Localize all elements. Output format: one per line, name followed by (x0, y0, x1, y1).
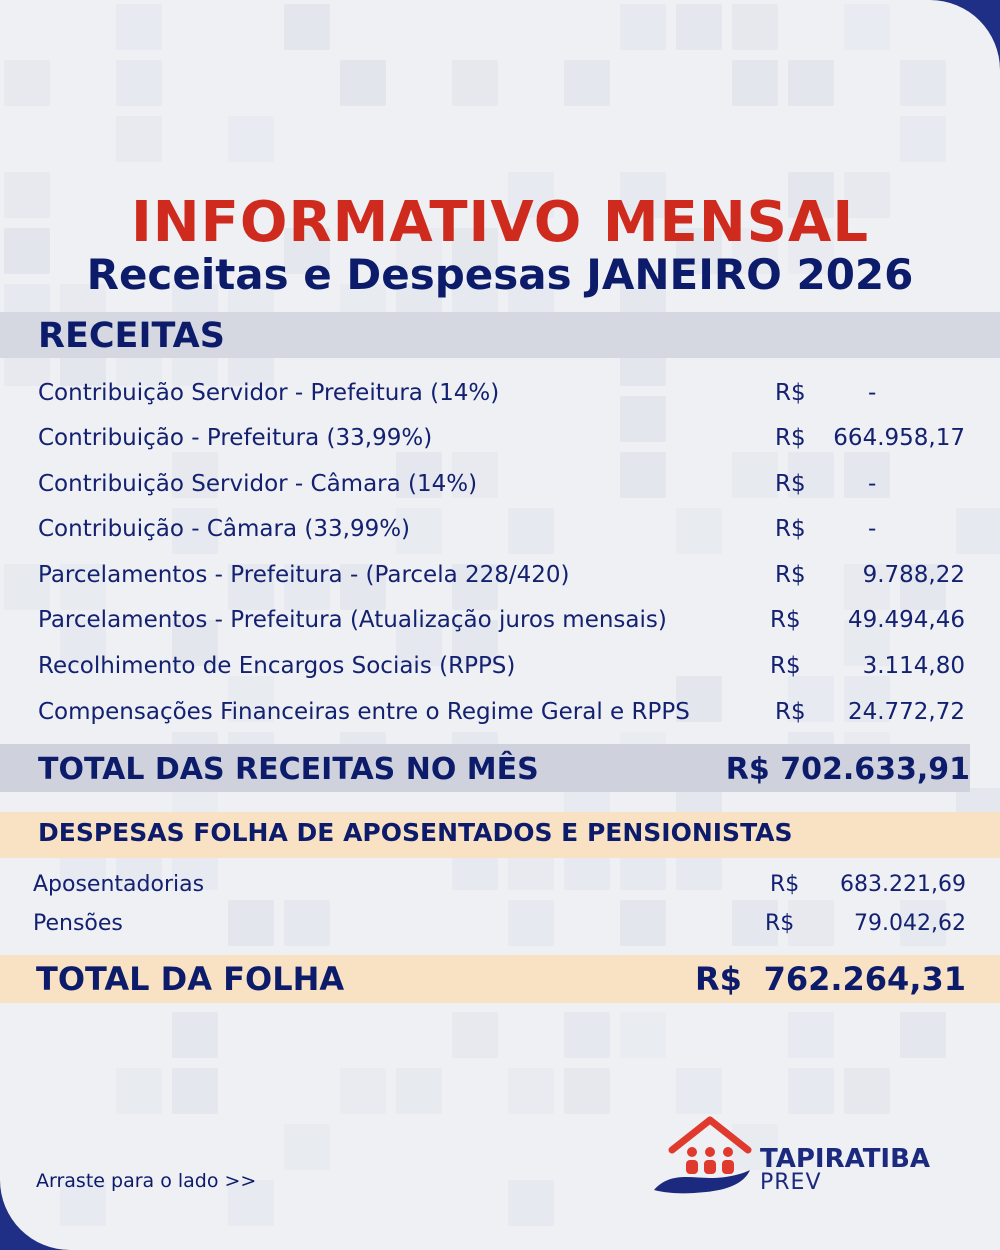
receita-label: Parcelamentos - Prefeitura (Atualização juros mensais) (38, 607, 667, 633)
receita-label: Contribuição Servidor - Prefeitura (14%) (38, 380, 500, 406)
receita-currency: R$ (775, 471, 806, 497)
despesa-value: 79.042,62 (854, 911, 966, 936)
receita-row (0, 647, 1000, 687)
receita-currency: R$ (770, 653, 801, 679)
despesa-currency: R$ (765, 911, 795, 936)
receita-currency: R$ (775, 425, 806, 451)
receita-row (0, 601, 1000, 641)
page-subtitle: Receitas e Despesas JANEIRO 2026 (86, 250, 914, 299)
receita-label: Contribuição - Câmara (33,99%) (38, 516, 411, 542)
total-receitas-value: R$ 702.633,91 (725, 752, 970, 787)
total-receitas-label: TOTAL DAS RECEITAS NO MÊS (38, 752, 539, 787)
receita-value: 3.114,80 (862, 653, 965, 679)
receita-value: 24.772,72 (847, 699, 965, 725)
despesa-label: Aposentadorias (33, 872, 205, 897)
receita-value: - (868, 516, 877, 542)
receita-row (0, 693, 1000, 733)
page-title: INFORMATIVO MENSAL (130, 190, 870, 255)
receita-value: - (868, 471, 877, 497)
total-folha-label: TOTAL DA FOLHA (36, 960, 345, 998)
total-folha-currency: R$ (695, 960, 742, 998)
receita-currency: R$ (775, 562, 806, 588)
receita-value: - (868, 380, 877, 406)
receita-label: Recolhimento de Encargos Sociais (RPPS) (38, 653, 516, 679)
receita-row (0, 510, 1000, 550)
receita-label: Parcelamentos - Prefeitura - (Parcela 228/420) (38, 562, 570, 588)
total-folha-value: 762.264,31 (763, 960, 966, 998)
receita-row (0, 465, 1000, 505)
despesa-currency: R$ (770, 872, 800, 897)
receita-label: Compensações Financeiras entre o Regime Geral e RPPS (38, 699, 690, 725)
receita-label: Contribuição Servidor - Câmara (14%) (38, 471, 478, 497)
despesa-row (0, 868, 1000, 904)
logo-name: TAPIRATIBA (760, 1144, 931, 1174)
receita-label: Contribuição - Prefeitura (33,99%) (38, 425, 433, 451)
receita-row (0, 419, 1000, 459)
despesas-heading: DESPESAS FOLHA DE APOSENTADOS E PENSIONISTAS (38, 818, 793, 847)
receita-currency: R$ (775, 516, 806, 542)
swipe-hint[interactable]: Arraste para o lado >> (36, 1170, 257, 1192)
logo-sub: PREV (760, 1170, 822, 1195)
receita-value: 9.788,22 (862, 562, 965, 588)
receita-currency: R$ (775, 699, 806, 725)
receita-value: 49.494,46 (847, 607, 965, 633)
despesa-row (0, 907, 1000, 943)
receita-row (0, 374, 1000, 414)
receitas-heading: RECEITAS (38, 316, 225, 356)
receita-value: 664.958,17 (833, 425, 965, 451)
receita-row (0, 556, 1000, 596)
receita-currency: R$ (770, 607, 801, 633)
receita-currency: R$ (775, 380, 806, 406)
despesa-label: Pensões (33, 911, 123, 936)
despesa-value: 683.221,69 (840, 872, 966, 897)
